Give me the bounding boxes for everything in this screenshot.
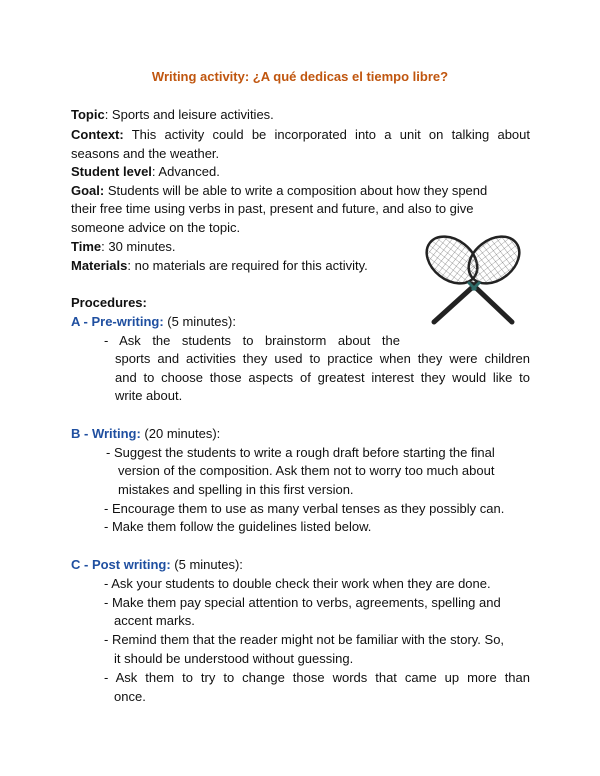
section-a-line-1: - Ask the students to brainstorm about the	[104, 333, 400, 348]
section-c-line-7: once.	[114, 689, 146, 704]
section-c-line-5: it should be understood without guessing.	[114, 651, 354, 666]
section-a-line-4: write about.	[115, 388, 183, 403]
section-b-line-1: - Suggest the students to write a rough draft before starting the final	[106, 445, 495, 460]
time-line: Time: 30 minutes.	[71, 239, 176, 254]
section-c-line-4: - Remind them that the reader might not be familiar with the story. So,	[104, 632, 505, 647]
goal-line-1: Goal: Students will be able to write a composition about how they spend	[71, 183, 488, 198]
section-a-heading: A - Pre-writing: (5 minutes):	[71, 314, 236, 329]
section-a-line-3: and to choose those aspects of greatest interest they would like to	[115, 370, 530, 385]
context-line-1: Context: This activity could be incorporated into a unit on talking about	[71, 127, 530, 142]
section-b-line-2: version of the composition. Ask them not to worry too much about	[118, 463, 495, 478]
procedures-heading: Procedures:	[71, 295, 147, 310]
tennis-rackets-icon	[414, 232, 534, 328]
section-b-line-5: - Make them follow the guidelines listed below.	[104, 519, 372, 534]
section-c-line-3: accent marks.	[114, 613, 195, 628]
section-c-heading: C - Post writing: (5 minutes):	[71, 557, 243, 572]
materials-line: Materials: no materials are required for this activity.	[71, 258, 368, 273]
section-c-line-1: - Ask your students to double check their work when they are done.	[104, 576, 491, 591]
section-b-line-3: mistakes and spelling in this first version.	[118, 482, 354, 497]
goal-line-3: someone advice on the topic.	[71, 220, 241, 235]
section-c-line-6: - Ask them to try to change those words that came up more than	[104, 670, 530, 685]
level-line: Student level: Advanced.	[71, 164, 220, 179]
topic-line: Topic: Sports and leisure activities.	[71, 107, 274, 122]
section-c-line-2: - Make them pay special attention to verbs, agreements, spelling and	[104, 595, 501, 610]
document-title: Writing activity: ¿A qué dedicas el tiempo libre?	[151, 69, 449, 84]
section-b-line-4: - Encourage them to use as many verbal tenses as they possibly can.	[104, 501, 505, 516]
section-a-line-2: sports and activities they used to practice when they were children	[115, 351, 530, 366]
context-line-2: seasons and the weather.	[71, 146, 220, 161]
section-b-heading: B - Writing: (20 minutes):	[71, 426, 221, 441]
goal-line-2: their free time using verbs in past, present and future, and also to give	[71, 201, 474, 216]
